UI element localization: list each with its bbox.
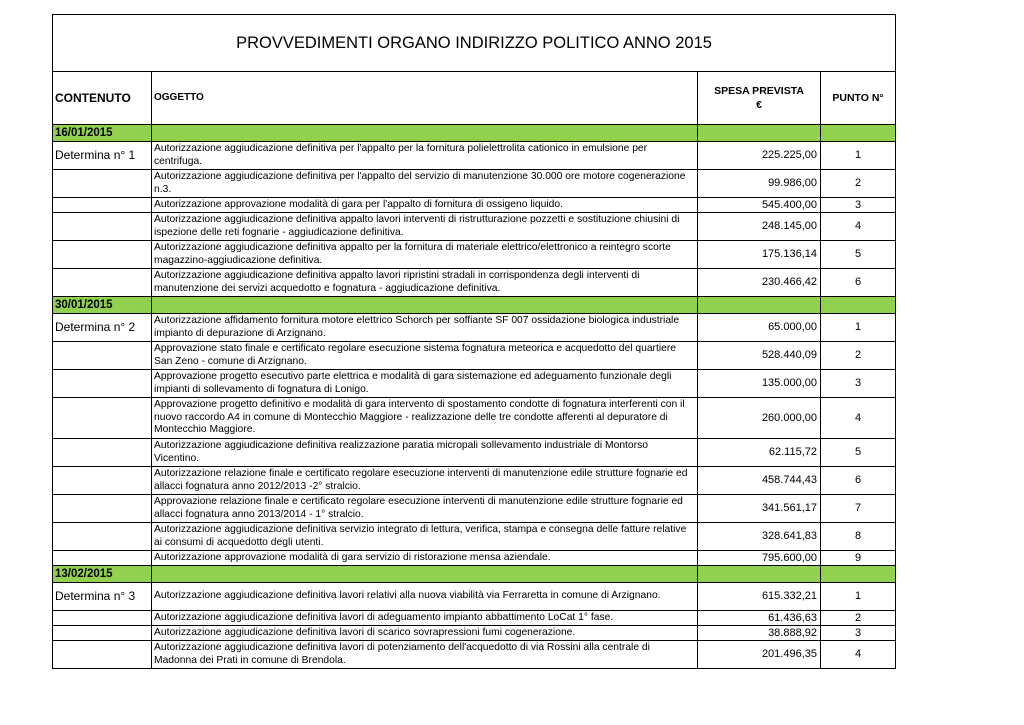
contenuto-cell: Determina n° 2 — [53, 314, 152, 342]
contenuto-cell: Determina n° 3 — [53, 583, 152, 611]
punto-cell: 3 — [821, 626, 896, 641]
date-row-empty-cell — [821, 566, 896, 583]
date-row — [53, 125, 896, 142]
table-row — [53, 626, 896, 641]
spesa-cell: 615.332,21 — [698, 583, 821, 611]
contenuto-cell — [53, 398, 152, 439]
date-row — [53, 566, 896, 583]
spesa-cell: 38.888,92 — [698, 626, 821, 641]
punto-cell: 2 — [821, 170, 896, 198]
table-row — [53, 142, 896, 170]
contenuto-cell: Determina n° 1 — [53, 142, 152, 170]
punto-cell: 5 — [821, 439, 896, 467]
contenuto-cell — [53, 213, 152, 241]
oggetto-cell: Approvazione stato finale e certificato regolare esecuzione sistema fognatura meteorica e acquedotto del quartiere San Zeno - comune di Arzignano. — [152, 342, 698, 370]
punto-cell: 4 — [821, 398, 896, 439]
table-row — [53, 398, 896, 439]
table-row — [53, 170, 896, 198]
spesa-cell: 135.000,00 — [698, 370, 821, 398]
contenuto-cell — [53, 269, 152, 297]
contenuto-cell — [53, 611, 152, 626]
spesa-cell: 328.641,83 — [698, 523, 821, 551]
punto-cell: 6 — [821, 467, 896, 495]
table-row — [53, 523, 896, 551]
contenuto-cell — [53, 342, 152, 370]
date-row-empty-cell — [152, 125, 698, 142]
header-spesa-line1: SPESA PREVISTA — [714, 85, 804, 97]
punto-cell: 2 — [821, 611, 896, 626]
contenuto-cell — [53, 495, 152, 523]
spesa-cell: 99.986,00 — [698, 170, 821, 198]
oggetto-cell: Autorizzazione aggiudicazione definitiva appalto lavori interventi di ristrutturazione pozzetti e sostituzione chiusini di ispezione delle reti fognarie - aggiudicazione definitiva. — [152, 213, 698, 241]
contenuto-cell — [53, 439, 152, 467]
table-row — [53, 213, 896, 241]
spesa-cell: 65.000,00 — [698, 314, 821, 342]
spesa-cell: 61.436,63 — [698, 611, 821, 626]
spesa-cell: 341.561,17 — [698, 495, 821, 523]
table-row — [53, 551, 896, 566]
section-date: 16/01/2015 — [53, 125, 152, 142]
spesa-cell: 62.115,72 — [698, 439, 821, 467]
spesa-cell: 248.145,00 — [698, 213, 821, 241]
section-date: 30/01/2015 — [53, 297, 152, 314]
date-row-empty-cell — [698, 297, 821, 314]
header-spesa-line2: € — [756, 99, 762, 111]
spesa-cell: 175.136,14 — [698, 241, 821, 269]
punto-cell: 1 — [821, 142, 896, 170]
header-oggetto: OGGETTO — [152, 72, 698, 125]
spesa-cell: 230.466,42 — [698, 269, 821, 297]
oggetto-cell: Autorizzazione aggiudicazione definitiva appalto per la fornitura di materiale elettrico/elettronico a reintegro scorte magazzino-aggiudicazione definitiva. — [152, 241, 698, 269]
contenuto-cell — [53, 170, 152, 198]
table-row — [53, 370, 896, 398]
spesa-cell: 795.600,00 — [698, 551, 821, 566]
spesa-cell: 201.496,35 — [698, 641, 821, 669]
punto-cell: 3 — [821, 370, 896, 398]
date-row-empty-cell — [152, 297, 698, 314]
date-row-empty-cell — [698, 125, 821, 142]
contenuto-cell — [53, 467, 152, 495]
oggetto-cell: Autorizzazione approvazione modalità di gara servizio di ristorazione mensa aziendale. — [152, 551, 698, 566]
spesa-cell: 225.225,00 — [698, 142, 821, 170]
oggetto-cell: Approvazione progetto esecutivo parte elettrica e modalità di gara sistemazione ed adeguamento funzionale degli impianti di sollevamento di fognatura di Lonigo. — [152, 370, 698, 398]
punto-cell: 4 — [821, 641, 896, 669]
oggetto-cell: Autorizzazione relazione finale e certificato regolare esecuzione interventi di manutenzione edile strutture fognarie ed allacci fognatura anno 2012/2013 -2° stralcio. — [152, 467, 698, 495]
section-date: 13/02/2015 — [53, 566, 152, 583]
header-punto: PUNTO N° — [821, 72, 896, 125]
table-row — [53, 611, 896, 626]
contenuto-cell — [53, 198, 152, 213]
contenuto-cell — [53, 551, 152, 566]
table-row — [53, 342, 896, 370]
spesa-cell: 260.000,00 — [698, 398, 821, 439]
document-sheet — [52, 14, 895, 669]
oggetto-cell: Autorizzazione aggiudicazione definitiva lavori di scarico sovrapressioni fumi cogenerazione. — [152, 626, 698, 641]
oggetto-cell: Autorizzazione aggiudicazione definitiva lavori di potenziamento dell'acquedotto di via Rossini alla centrale di Madonna dei Prati in comune di Brendola. — [152, 641, 698, 669]
spesa-cell: 545.400,00 — [698, 198, 821, 213]
page-title: PROVVEDIMENTI ORGANO INDIRIZZO POLITICO ANNO 2015 — [53, 15, 896, 72]
oggetto-cell: Autorizzazione aggiudicazione definitiva per l'appalto del servizio di manutenzione 30.000 ore motore cogenerazione n.3. — [152, 170, 698, 198]
table-row — [53, 314, 896, 342]
contenuto-cell — [53, 370, 152, 398]
punto-cell: 5 — [821, 241, 896, 269]
oggetto-cell: Autorizzazione aggiudicazione definitiva realizzazione paratia micropali sollevamento industriale di Montorso Vicentino. — [152, 439, 698, 467]
contenuto-cell — [53, 641, 152, 669]
date-row — [53, 297, 896, 314]
table-row — [53, 641, 896, 669]
contenuto-cell — [53, 241, 152, 269]
table-row — [53, 198, 896, 213]
provvedimenti-table — [52, 14, 896, 669]
oggetto-cell: Approvazione relazione finale e certificato regolare esecuzione interventi di manutenzione edile strutture fognarie ed allacci fognatura anno 2013/2014 - 1° stralcio. — [152, 495, 698, 523]
table-row — [53, 495, 896, 523]
oggetto-cell: Autorizzazione aggiudicazione definitiva servizio integrato di lettura, verifica, stampa e consegna delle fatture relative ai consumi di acquedotto degli utenti. — [152, 523, 698, 551]
table-row — [53, 467, 896, 495]
date-row-empty-cell — [821, 125, 896, 142]
oggetto-cell: Approvazione progetto definitivo e modalità di gara intervento di spostamento condotte di fognatura interferenti con il nuovo raccordo A4 in comune di Montecchio Maggiore - realizzazione delle tre condotte afferenti al depuratore di Montecchio Maggiore. — [152, 398, 698, 439]
table-row — [53, 583, 896, 611]
punto-cell: 8 — [821, 523, 896, 551]
header-spesa-prevista — [698, 72, 821, 125]
header-contenuto: CONTENUTO — [53, 72, 152, 125]
table-row — [53, 269, 896, 297]
oggetto-cell: Autorizzazione aggiudicazione definitiva lavori relativi alla nuova viabilità via Ferraretta in comune di Arzignano. — [152, 583, 698, 611]
punto-cell: 1 — [821, 314, 896, 342]
oggetto-cell: Autorizzazione approvazione modalità di gara per l'appalto di fornitura di ossigeno liquido. — [152, 198, 698, 213]
punto-cell: 4 — [821, 213, 896, 241]
oggetto-cell: Autorizzazione affidamento fornitura motore elettrico Schorch per soffiante SF 007 ossidazione biologica industriale impianto di depurazione di Arzignano. — [152, 314, 698, 342]
contenuto-cell — [53, 626, 152, 641]
contenuto-cell — [53, 523, 152, 551]
spesa-cell: 458.744,43 — [698, 467, 821, 495]
table-row — [53, 439, 896, 467]
punto-cell: 9 — [821, 551, 896, 566]
date-row-empty-cell — [698, 566, 821, 583]
oggetto-cell: Autorizzazione aggiudicazione definitiva lavori di adeguamento impianto abbattimento LoCat 1° fase. — [152, 611, 698, 626]
oggetto-cell: Autorizzazione aggiudicazione definitiva appalto lavori ripristini stradali in corrispondenza degli interventi di manutenzione dei servizi acquedotto e fognatura - aggiudicazione definitiva. — [152, 269, 698, 297]
punto-cell: 3 — [821, 198, 896, 213]
spesa-cell: 528.440,09 — [698, 342, 821, 370]
oggetto-cell: Autorizzazione aggiudicazione definitiva per l'appalto per la fornitura polielettrolita cationico in emulsione per centrifuga. — [152, 142, 698, 170]
table-header-row — [53, 72, 896, 125]
punto-cell: 1 — [821, 583, 896, 611]
punto-cell: 6 — [821, 269, 896, 297]
date-row-empty-cell — [152, 566, 698, 583]
table-row — [53, 241, 896, 269]
punto-cell: 2 — [821, 342, 896, 370]
date-row-empty-cell — [821, 297, 896, 314]
punto-cell: 7 — [821, 495, 896, 523]
